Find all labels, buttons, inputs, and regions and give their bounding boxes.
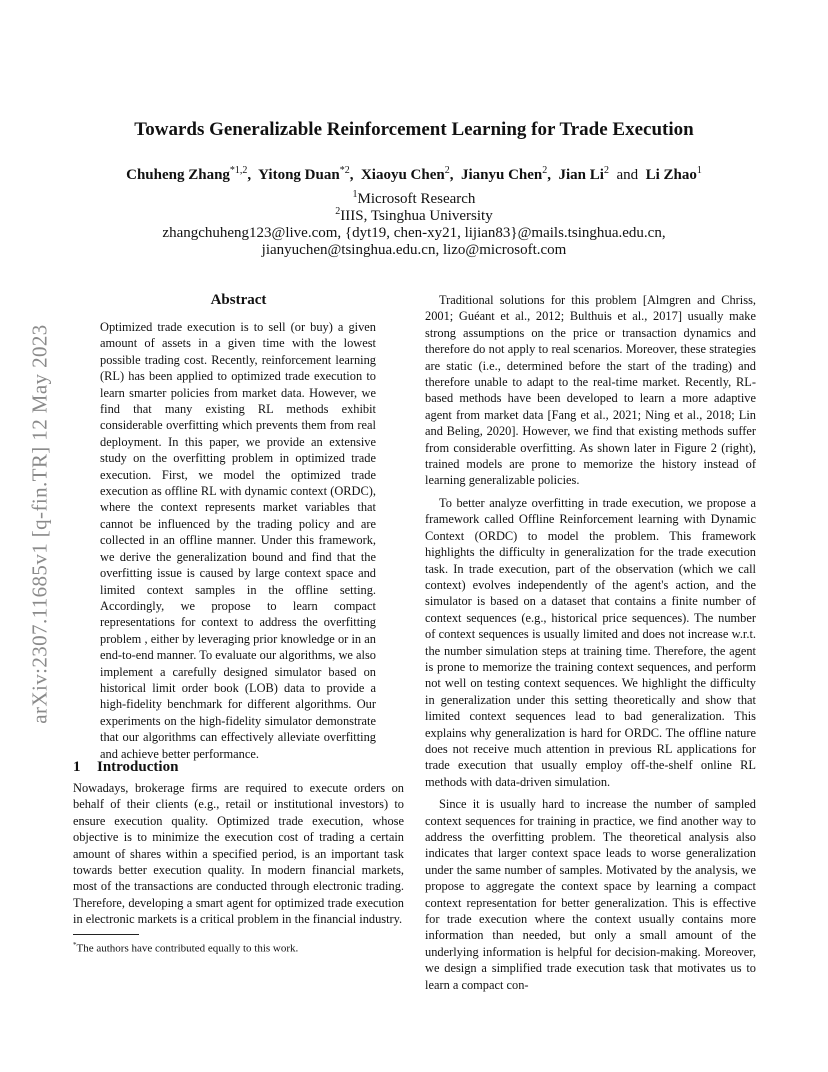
- abstract-text: Optimized trade execution is to sell (or buy) a given amount of assets in a given time with the lowest possible trading cost. Recently, reinforcement learning (RL) has been applied to optimized trade execution to learn smarter policies from market data. However, we find that many existing RL methods exhibit considerable overfitting which prevents them from real deployment. In this paper, we provide an extensive study on the overfitting problem in optimized trade execution. First, we model the optimized trade execution as offline RL with dynamic context (ORDC), where the context represents market variables that cannot be influenced by the trading policy and are collected in an offline manner. Under this framework, we derive the generalization bound and find that the overfitting issue is caused by large context space and limited context samples in the offline setting. Accordingly, we propose to learn compact representations for context to address the overfitting problem , either by leveraging prior knowledge or in an end-to-end manner. To evaluate our algorithms, we also implement a carefully designed simulator based on historical limit order book (LOB) data to provide a high-fidelity benchmark for different algorithms. Our experiments on the high-fidelity simulator demonstrate that our algorithms can effectively alleviate overfitting and achieve better performance.: [100, 320, 376, 761]
- author: Li Zhao$^1$: [645, 165, 702, 183]
- arxiv-stamp-text[interactable]: arXiv:2307.11685v1 [q-fin.TR] 12 May 2023: [27, 324, 52, 724]
- author-affil-mark: *2: [339, 165, 350, 176]
- author-emails-line: zhangchuheng123@live.com, {dyt19, chen-xy21, lijian83}@mails.tsinghua.edu.cn,: [162, 225, 666, 241]
- abstract-section: [73, 290, 404, 762]
- author-affil-mark: 1: [696, 165, 702, 176]
- right-column: [425, 292, 756, 993]
- arxiv-stamp[interactable]: [20, 270, 60, 778]
- affiliation: $^1$Microsoft Research: [352, 189, 476, 207]
- author-emails-line: jianyuchen@tsinghua.edu.cn, lizo@microsoft.com: [261, 242, 567, 258]
- introduction-paragraph: Nowadays, brokerage firms are required to execute orders on behalf of their clients (e.g., retail or institutional investors) to ensure execution quality. Optimized trade execution, whose objective is to minimize the execution cost of trading a certain amount of shares within a specified period, is an important task towards better execution quality. In modern financial markets, most of the transactions are conducted through electronic trading. Therefore, developing a smart agent for optimized trade execution in electronic markets is a critical problem in the financial industry.: [73, 781, 404, 927]
- body-paragraph: To better analyze overfitting in trade execution, we propose a framework called Offline Reinforcement learning with Dynamic Context (ORDC) to model the problem. This framework highlights the difficulty in generalization for the trade execution task. In trade execution, part of the observation (which we call context) evolves independently of the agent's action, and the simulator is based on a dataset that contains a finite number of context sequences (e.g., historical price sequences). The number of context sequences is usually limited and does not increase w.r.t. the number simulation steps at training time. Therefore, the agent is prone to memorize the training context sequences, and perform not well on testing context sequences. We highlight the difficulty in generalization under this setting theoretically and show that limited context sequences lead to bad generalization. This explains why generalization is hard for ORDC. The offline nature does not receive much attention in previous RL applications for trade execution that usually employ off-the-shelf online RL methods with data-driven simulation.: [425, 495, 756, 789]
- author-list: Chuheng Zhang$^{*1,2}$, Yitong Duan$^{*2}$, Xiaoyu Chen$^2$, Jianyu Chen$^2$, Jian Li$^2$ and Li Zhao$^1$: [126, 165, 702, 183]
- author: Jian Li$^2$: [558, 165, 609, 183]
- affiliation-mark: 2: [335, 206, 341, 217]
- footnote: [73, 938, 404, 956]
- affiliation: $^2$IIIS, Tsinghua University: [335, 206, 493, 224]
- author: Xiaoyu Chen$^2$: [360, 165, 450, 183]
- author-affil-mark: 2: [542, 165, 548, 176]
- footnote-mark: *: [73, 941, 77, 949]
- author: Yitong Duan$^{*2}$: [258, 165, 350, 183]
- section-number: 1: [73, 759, 81, 775]
- body-paragraph: Since it is usually hard to increase the number of sampled context sequences for training in practice, we find another way to address the overfitting problem. The theoretical analysis also indicates that larger context space leads to worse generalization under the same number of samples. Motivated by the analysis, we propose to aggregate the context space by learning a compact context representation for better generalization. This is effective for trade execution where the context usually contains more information than needed, but only a small amount of the underlying information is helpful for decision-making. Moreover, we design a simplified trade execution task that motivates us to learn a compact con-: [425, 797, 756, 992]
- author: Jianyu Chen$^2$: [460, 165, 548, 183]
- section-heading: [73, 757, 178, 777]
- footnote-text: The authors have contributed equally to this work.: [76, 942, 299, 955]
- author-affil-mark: 2: [603, 165, 609, 176]
- author: Chuheng Zhang$^{*1,2}$: [126, 165, 248, 183]
- authors-conjunction: and: [616, 167, 639, 183]
- body-paragraph: Traditional solutions for this problem [Almgren and Chriss, 2001; Guéant et al., 2012; Bulthuis et al., 2017] usually make strong assumptions on the price or transaction dynamics and therefore do not apply to real scenarios. Moreover, these strategies are static (i.e., determined before the start of the trading) and therefore unable to adapt to the real-time market. Recently, RL-based methods have been developed to learn a more adaptive agent from market data [Fang et al., 2021; Ning et al., 2018; Lin and Beling, 2020]. However, we find that existing methods suffer from considerable overfitting. As shown later in Figure 2 (right), trained models are prone to memorize the history instead of learning generalizable policies.: [425, 293, 756, 488]
- section-title: Introduction: [97, 759, 179, 775]
- footnote-rule: [73, 934, 139, 935]
- affiliation-mark: 1: [352, 189, 358, 200]
- author-affil-mark: 2: [444, 165, 450, 176]
- abstract-heading: Abstract: [210, 292, 267, 308]
- author-affil-mark: *1,2: [229, 165, 248, 176]
- paper-title: Towards Generalizable Reinforcement Learning for Trade Execution: [134, 119, 694, 140]
